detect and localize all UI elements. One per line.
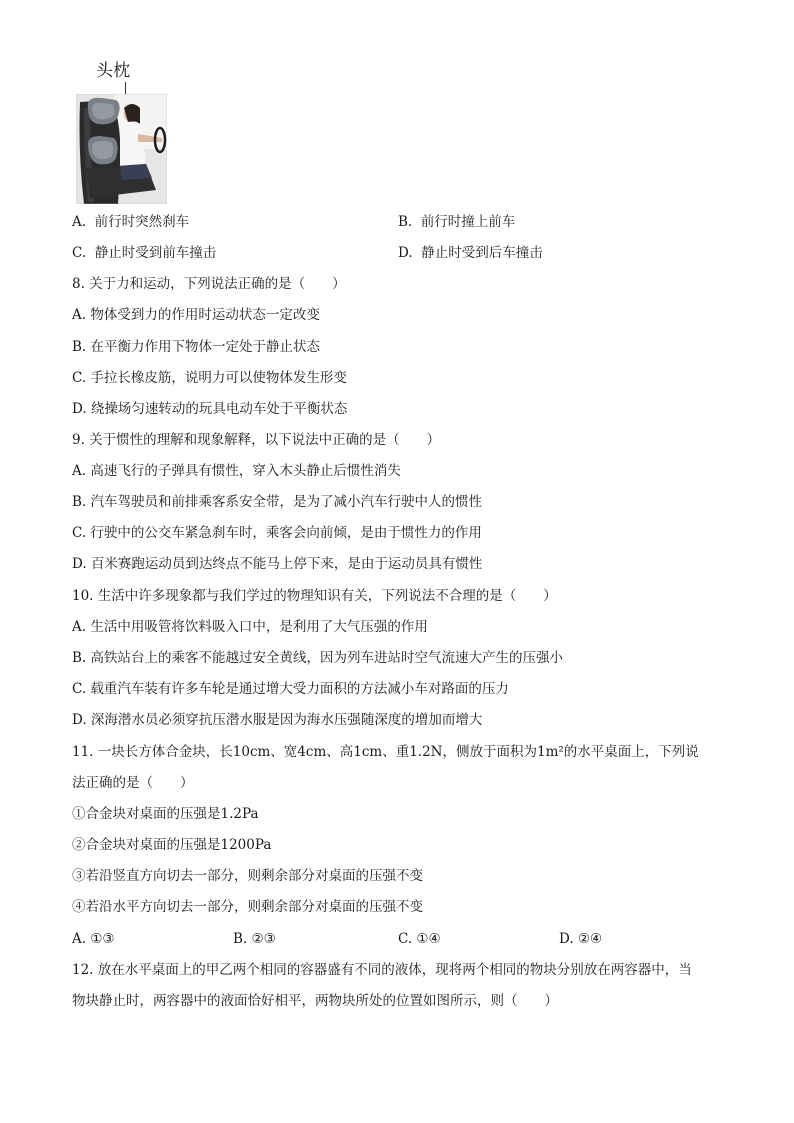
q11-option-b: B. ②③ xyxy=(233,931,276,947)
q7-option-c: C. 静止时受到前车撞击 xyxy=(72,245,217,261)
q8-option-b: B. 在平衡力作用下物体一定处于静止状态 xyxy=(72,339,321,355)
q12-stem-line2: 物块静止时，两容器中的液面恰好相平，两物块所处的位置如图所示，则（ ） xyxy=(72,993,558,1009)
q11-options-row xyxy=(0,929,794,949)
q12-stem-line1: 12. 放在水平桌面上的甲乙两个相同的容器盛有不同的液体，现将两个相同的物块分别放在两容器中，当 xyxy=(72,962,692,978)
q8-option-a: A. 物体受到力的作用时运动状态一定改变 xyxy=(72,307,320,323)
q10-option-a: A. 生活中用吸管将饮料吸入口中，是利用了大气压强的作用 xyxy=(72,619,428,635)
q11-stem-line2: 法正确的是（ ） xyxy=(72,775,194,791)
q8-stem: 8. 关于力和运动，下列说法正确的是（ ） xyxy=(72,276,346,292)
car-seat-headrest-photo xyxy=(76,94,167,204)
q11-option-d: D. ②④ xyxy=(559,931,603,947)
q11-statement-2: ②合金块对桌面的压强是1200Pa xyxy=(72,837,272,853)
q11-stem-line1: 11. 一块长方体合金块，长10cm、宽4cm、高1cm、重1.2N，侧放于面积为1m²的水平桌面上，下列说 xyxy=(72,744,699,760)
q10-option-c: C. 载重汽车装有许多车轮是通过增大受力面积的方法减小车对路面的压力 xyxy=(72,681,509,697)
q10-option-b: B. 高铁站台上的乘客不能越过安全黄线，因为列车进站时空气流速大产生的压强小 xyxy=(72,650,564,666)
q9-option-b: B. 汽车驾驶员和前排乘客系安全带，是为了减小汽车行驶中人的惯性 xyxy=(72,494,483,510)
q9-option-c: C. 行驶中的公交车紧急刹车时，乘客会向前倾，是由于惯性力的作用 xyxy=(72,525,482,541)
q9-stem: 9. 关于惯性的理解和现象解释，以下说法中正确的是（ ） xyxy=(72,432,441,448)
q7-option-d: D. 静止时受到后车撞击 xyxy=(398,245,543,261)
q11-statement-1: ①合金块对桌面的压强是1.2Pa xyxy=(72,806,259,822)
figure-label: 头枕 xyxy=(96,61,130,81)
q9-option-a: A. 高速飞行的子弹具有惯性，穿入木头静止后惯性消失 xyxy=(72,463,401,479)
q8-option-d: D. 绕操场匀速转动的玩具电动车处于平衡状态 xyxy=(72,401,348,417)
q7-option-a: A. 前行时突然刹车 xyxy=(72,214,190,230)
q11-option-c: C. ①④ xyxy=(398,931,441,947)
q10-option-d: D. 深海潜水员必须穿抗压潜水服是因为海水压强随深度的增加而增大 xyxy=(72,712,483,728)
q8-option-c: C. 手拉长橡皮筋，说明力可以使物体发生形变 xyxy=(72,370,347,386)
q10-stem: 10. 生活中许多现象都与我们学过的物理知识有关，下列说法不合理的是（ ） xyxy=(72,588,557,604)
q7-option-b: B. 前行时撞上前车 xyxy=(398,214,516,230)
q11-option-a: A. ①③ xyxy=(72,931,115,947)
q11-statement-4: ④若沿水平方向切去一部分，则剩余部分对桌面的压强不变 xyxy=(72,899,423,915)
q9-option-d: D. 百米赛跑运动员到达终点不能马上停下来，是由于运动员具有惯性 xyxy=(72,556,483,572)
headrest-figure xyxy=(74,60,169,205)
q11-statement-3: ③若沿竖直方向切去一部分，则剩余部分对桌面的压强不变 xyxy=(72,868,423,884)
